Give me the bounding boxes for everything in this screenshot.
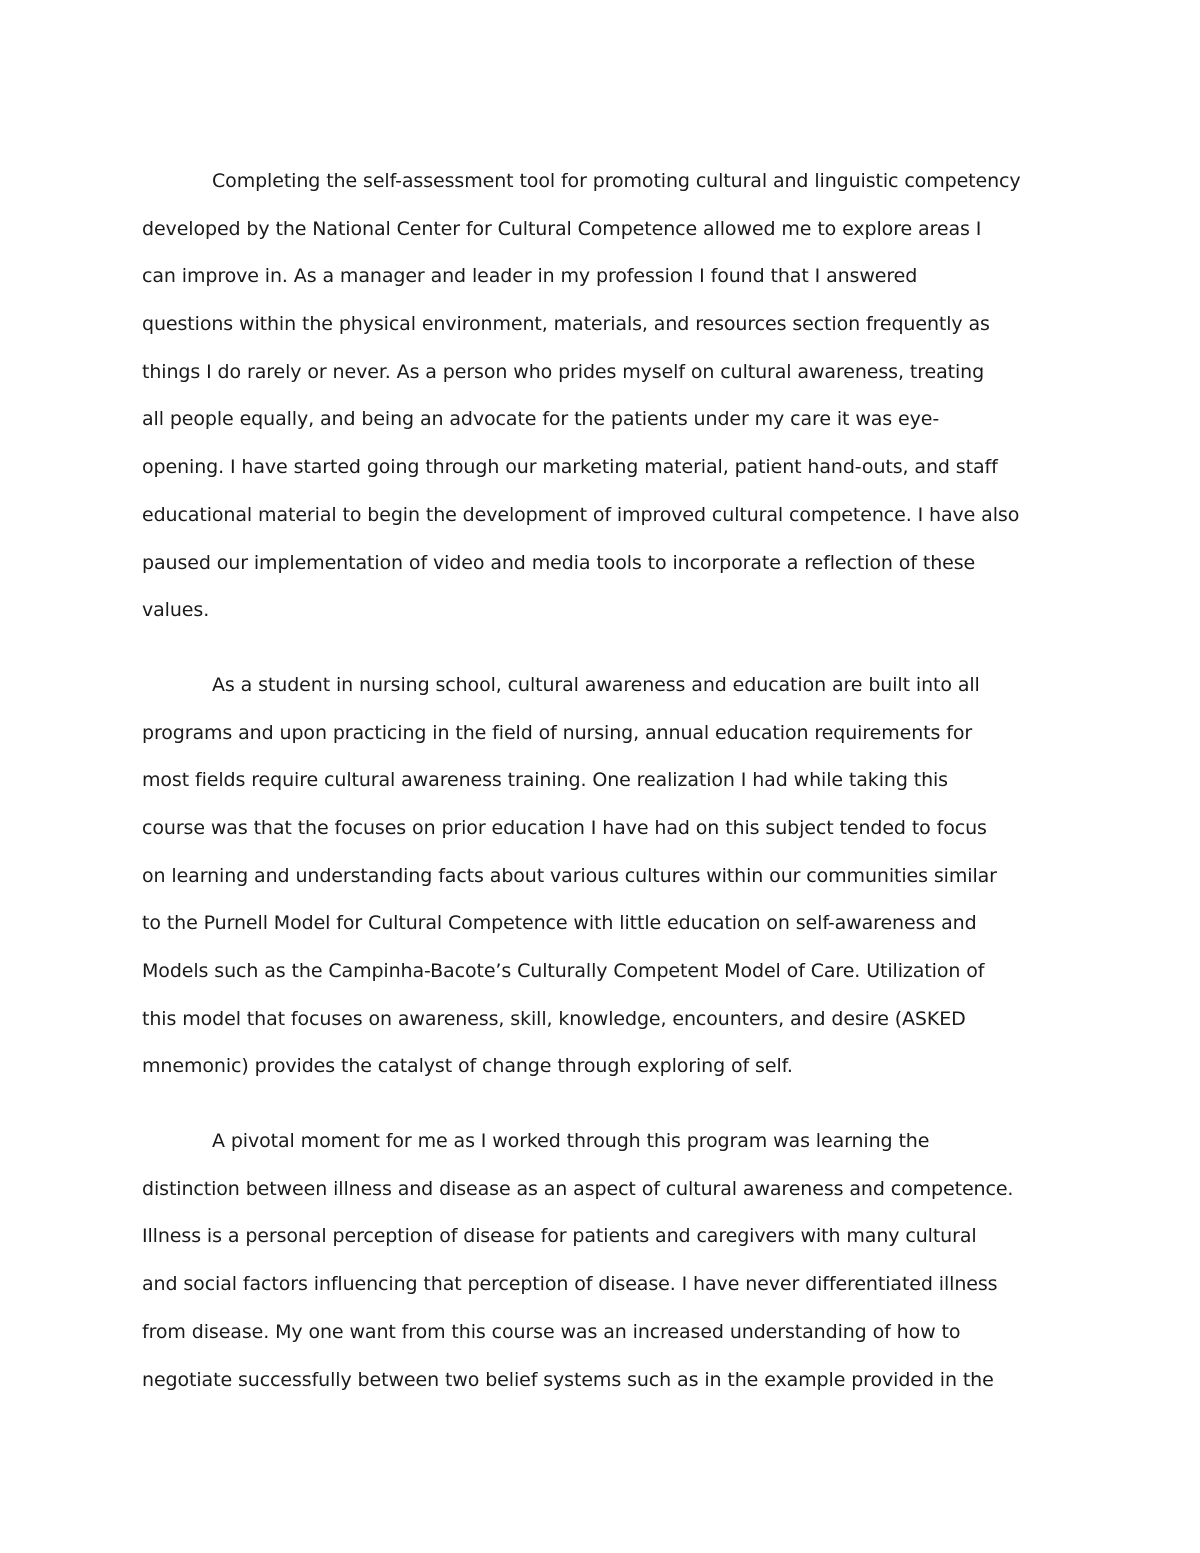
text-line: can improve in. As a manager and leader in my profession I found that I answered [142,265,918,288]
text-line: all people equally, and being an advocate for the patients under my care it was eye- [142,408,940,431]
text-line: questions within the physical environment, materials, and resources section frequently as [142,313,990,336]
document-body [142,158,1062,1431]
text-line: Completing the self-assessment tool for promoting cultural and linguistic competency [212,170,1021,192]
text-line: to the Purnell Model for Cultural Competence with little education on self-awareness and [142,912,977,935]
text-line: Illness is a personal perception of disease for patients and caregivers with many cultural [142,1225,977,1248]
text-line: programs and upon practicing in the field of nursing, annual education requirements for [142,721,973,744]
text-line: opening. I have started going through our marketing material, patient hand-outs, and staff [142,456,998,479]
paragraph-3 [142,1118,1062,1404]
text-line: As a student in nursing school, cultural awareness and education are built into all [212,673,980,696]
text-line: values. [142,599,210,622]
text-line: educational material to begin the development of improved cultural competence. I have also [142,503,1020,526]
text-line: Models such as the Campinha-Bacote’s Culturally Competent Model of Care. Utilization of [142,960,985,982]
text-line: developed by the National Center for Cultural Competence allowed me to explore areas I [142,217,982,240]
text-line: negotiate successfully between two belief systems such as in the example provided in the [142,1368,994,1391]
text-line: A pivotal moment for me as I worked through this program was learning the [212,1130,930,1153]
paragraph-2 [142,662,1062,1091]
text-line: and social factors influencing that perception of disease. I have never differentiated illness [142,1273,998,1296]
text-line: most fields require cultural awareness training. One realization I had while taking this [142,769,948,792]
text-line: mnemonic) provides the catalyst of change through exploring of self. [142,1055,793,1078]
text-line: paused our implementation of video and media tools to incorporate a reflection of these [142,551,976,574]
text-line: things I do rarely or never. As a person who prides myself on cultural awareness, treating [142,360,985,383]
text-line: course was that the focuses on prior education I have had on this subject tended to focus [142,816,987,839]
text-line: this model that focuses on awareness, skill, knowledge, encounters, and desire (ASKED [142,1007,966,1030]
paragraph-1 [142,158,1062,635]
text-line: on learning and understanding facts about various cultures within our communities similar [142,864,997,887]
text-line: distinction between illness and disease as an aspect of cultural awareness and competence. [142,1177,1014,1200]
text-line: from disease. My one want from this course was an increased understanding of how to [142,1320,961,1343]
